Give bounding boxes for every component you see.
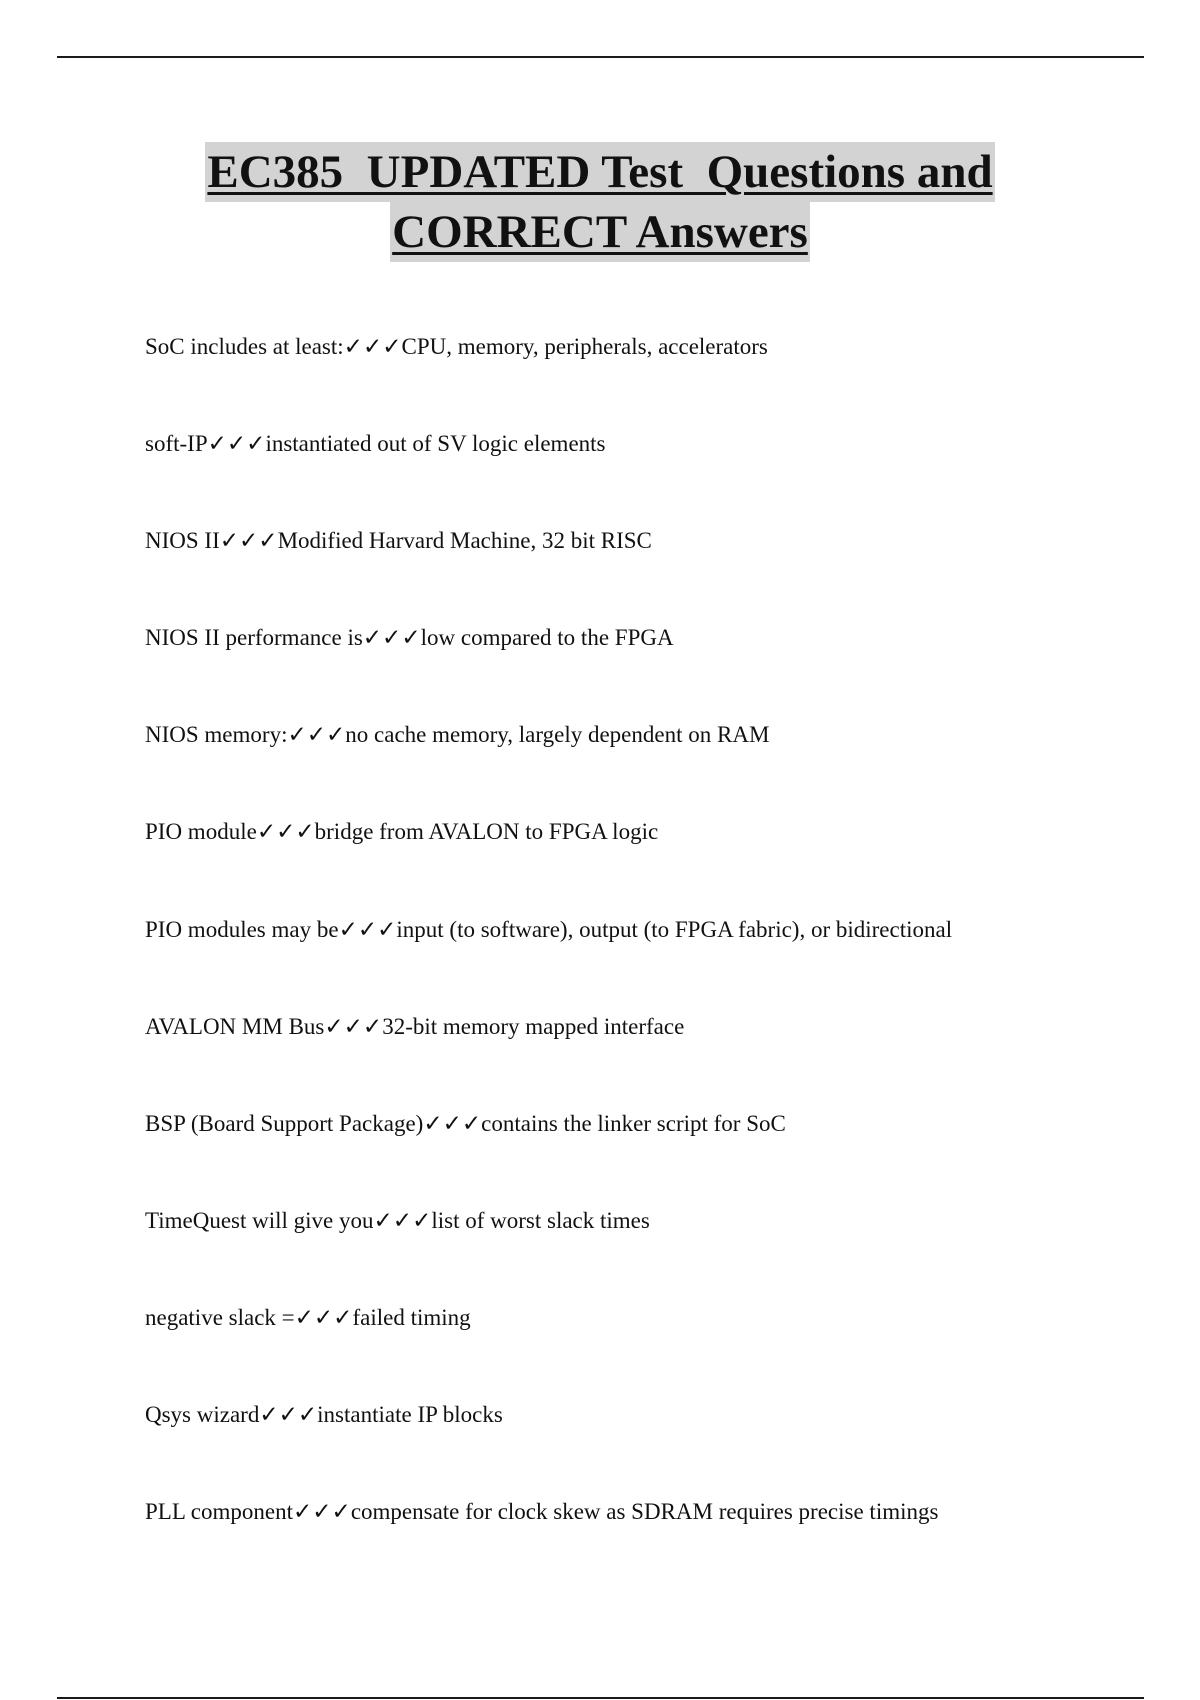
qa-item	[145, 1007, 1145, 1104]
question: negative slack =	[145, 1304, 295, 1330]
title-line-2: CORRECT Answers	[390, 202, 810, 262]
document-title	[0, 142, 1200, 262]
check-marks: ✓✓✓	[338, 916, 397, 942]
qa-item	[145, 910, 1145, 1007]
answer: bridge from AVALON to FPGA logic	[314, 819, 659, 845]
qa-item	[145, 812, 1145, 909]
check-marks: ✓✓✓	[287, 722, 346, 748]
bottom-rule	[57, 1697, 1144, 1699]
question: BSP (Board Support Package)	[145, 1110, 424, 1136]
check-marks: ✓✓✓	[292, 1499, 351, 1525]
top-rule	[57, 56, 1144, 58]
qa-item	[145, 327, 1145, 424]
question: Qsys wizard	[145, 1402, 260, 1428]
qa-item	[145, 715, 1145, 812]
question: SoC includes at least:	[145, 334, 344, 359]
qa-item	[145, 1298, 1145, 1395]
question: PLL component	[145, 1499, 293, 1525]
check-marks: ✓✓✓	[343, 334, 402, 359]
question: NIOS II performance is	[145, 625, 363, 651]
check-marks: ✓✓✓	[294, 1304, 353, 1330]
check-marks: ✓✓✓	[219, 528, 278, 554]
question: soft-IP	[145, 431, 208, 457]
answer: Modified Harvard Machine, 32 bit RISC	[277, 528, 652, 554]
question: NIOS II	[145, 528, 220, 554]
answer: instantiated out of SV logic elements	[265, 431, 606, 457]
answer: list of worst slack times	[431, 1207, 650, 1233]
qa-item	[145, 1104, 1145, 1201]
question: AVALON MM Bus	[145, 1013, 325, 1039]
qa-item	[145, 618, 1145, 715]
question: TimeQuest will give you	[145, 1207, 374, 1233]
check-marks: ✓✓✓	[259, 1402, 318, 1428]
answer: failed timing	[352, 1304, 471, 1330]
answer: 32-bit memory mapped interface	[382, 1013, 685, 1039]
check-marks: ✓✓✓	[423, 1110, 482, 1136]
qa-list	[145, 327, 1145, 1589]
check-marks: ✓✓✓	[373, 1207, 432, 1233]
check-marks: ✓✓✓	[256, 819, 315, 845]
answer: low compared to the FPGA	[420, 625, 674, 651]
title-line-1: EC385 UPDATED Test Questions and	[205, 142, 994, 202]
question: NIOS memory:	[145, 722, 288, 748]
qa-item	[145, 521, 1145, 618]
check-marks: ✓✓✓	[324, 1013, 383, 1039]
answer: input (to software), output (to FPGA fabric), or bidirectional	[396, 916, 953, 942]
question: PIO module	[145, 819, 257, 845]
answer: no cache memory, largely dependent on RAM	[345, 722, 770, 748]
check-marks: ✓✓✓	[362, 625, 421, 651]
qa-item	[145, 1492, 1145, 1589]
answer: contains the linker script for SoC	[481, 1110, 786, 1136]
answer: instantiate IP blocks	[317, 1402, 503, 1428]
check-marks: ✓✓✓	[207, 431, 266, 457]
answer: CPU, memory, peripherals, accelerators	[401, 334, 768, 359]
qa-item	[145, 424, 1145, 521]
qa-item	[145, 1395, 1145, 1492]
answer: compensate for clock skew as SDRAM requires precise timings	[350, 1499, 939, 1525]
question: PIO modules may be	[145, 916, 339, 942]
qa-item	[145, 1201, 1145, 1298]
